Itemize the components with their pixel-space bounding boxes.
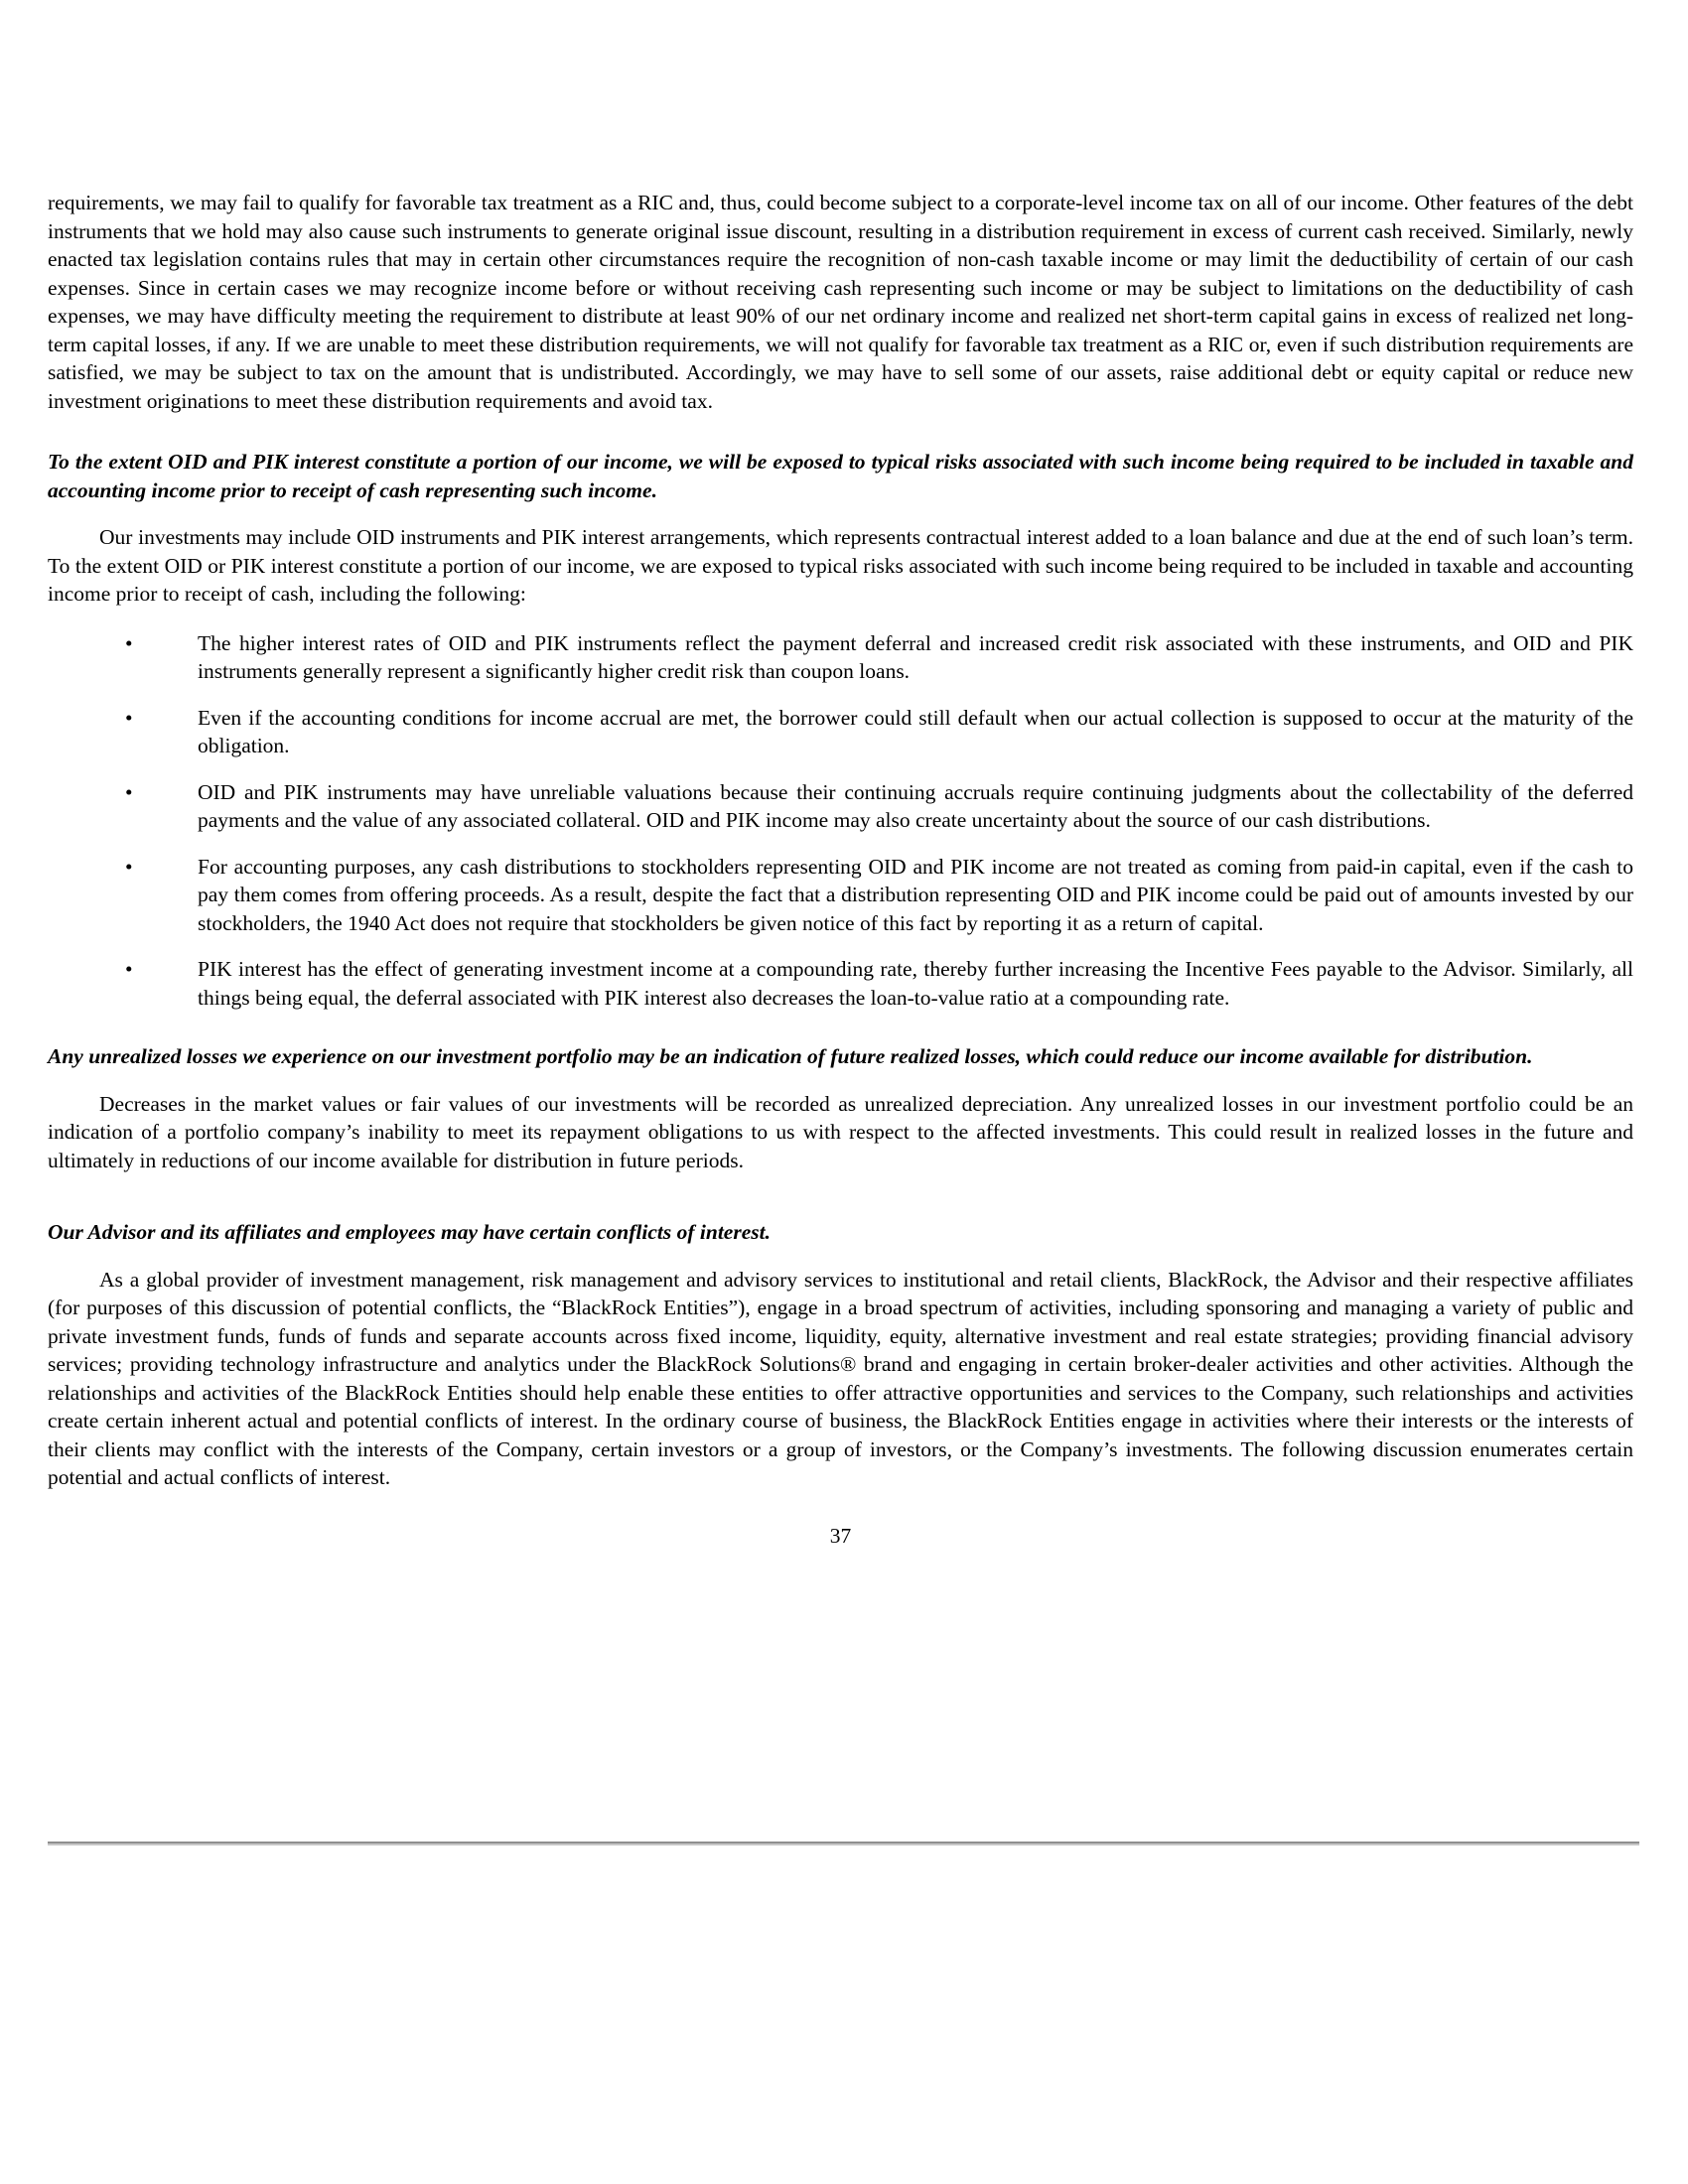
section-heading-oid-pik-risk: To the extent OID and PIK interest constitute a portion of our income, we will be exposed to typical risks associated with such income being required to be included in taxable and accounting income prior to receipt of cash representing such income. <box>48 450 1633 502</box>
bullet-item <box>48 629 1633 686</box>
bullet-icon: • <box>125 705 133 730</box>
section-paragraph-oid-pik: Our investments may include OID instruments and PIK interest arrangements, which represents contractual interest added to a loan balance and due at the end of such loan’s term. To the extent OID or PIK interest constitute a portion of our income, we are exposed to typical risks associated with such income being required to be included in taxable and accounting income prior to receipt of cash, including the following: <box>48 525 1633 606</box>
bullet-item <box>48 853 1633 938</box>
bullet-item <box>48 955 1633 1012</box>
bullet-text: Even if the accounting conditions for income accrual are met, the borrower could still default when our actual collection is supposed to occur at the maturity of the obligation. <box>198 705 1633 757</box>
bullet-icon: • <box>125 779 133 804</box>
section-paragraph-conflicts-of-interest: As a global provider of investment management, risk management and advisory services to institutional and retail clients, BlackRock, the Advisor and their respective affiliates (for purposes of this discussion of potential conflicts, the “BlackRock Entities”), engage in a broad spectrum of activities, including sponsoring and managing a variety of public and private investment funds, funds of funds and separate accounts across fixed income, liquidity, equity, alternative investment and real estate strategies; providing financial advisory services; providing technology infrastructure and analytics under the BlackRock Solutions® brand and engaging in certain broker-dealer activities and other activities. Although the relationships and activities of the BlackRock Entities should help enable these entities to offer attractive opportunities and services to the Company, such relationships and activities create certain inherent actual and potential conflicts of interest. In the ordinary course of business, the BlackRock Entities engage in activities where their interests or the interests of their clients may conflict with the interests of the Company, certain investors or a group of investors, or the Company’s investments. The following discussion enumerates certain potential and actual conflicts of interest. <box>48 1267 1633 1489</box>
bullet-text: OID and PIK instruments may have unreliable valuations because their continuing accruals require continuing judgments about the collectability of the deferred payments and the value of any associated collateral. OID and PIK income may also create uncertainty about the source of our cash distributions. <box>198 779 1633 832</box>
bullet-text: The higher interest rates of OID and PIK instruments reflect the payment deferral and increased credit risk associated with these instruments, and OID and PIK instruments generally represent a significantly higher credit risk than coupon loans. <box>198 630 1633 683</box>
bullet-list <box>48 629 1633 1013</box>
page-number: 37 <box>829 1523 852 1548</box>
footer-rule <box>48 1842 1639 1845</box>
bullet-text: PIK interest has the effect of generating investment income at a compounding rate, thereby further increasing the Incentive Fees payable to the Advisor. Similarly, all things being equal, the deferral associated with PIK interest also decreases the loan-to-value ratio at a compounding rate. <box>198 957 1633 1010</box>
continuation-paragraph: requirements, we may fail to qualify for favorable tax treatment as a RIC and, thus, could become subject to a corporate-level income tax on all of our income. Other features of the debt instruments that we hold may also cause such instruments to generate original issue discount, resulting in a distribution requirement in excess of current cash received. Similarly, newly enacted tax legislation contains rules that may in certain other circumstances require the recognition of non-cash taxable income or may limit the deductibility of certain of our cash expenses. Since in certain cases we may recognize income before or without receiving cash representing such income or may be subject to limitations on the deductibility of cash expenses, we may have difficulty meeting the requirement to distribute at least 90% of our net ordinary income and realized net short-term capital gains in excess of realized net long-term capital losses, if any. If we are unable to meet these distribution requirements, we will not qualify for favorable tax treatment as a RIC or, even if such distribution requirements are satisfied, we may be subject to tax on the amount that is undistributed. Accordingly, we may have to sell some of our assets, raise additional debt or equity capital or reduce new investment originations to meet these distribution requirements and avoid tax. <box>48 191 1633 413</box>
bullet-icon: • <box>125 957 133 981</box>
bullet-item <box>48 704 1633 760</box>
bullet-text: For accounting purposes, any cash distributions to stockholders representing OID and PIK income are not treated as coming from paid-in capital, even if the cash to pay them comes from offering proceeds. As a result, despite the fact that a distribution representing OID and PIK income could be paid out of amounts invested by our stockholders, the 1940 Act does not require that stockholders be given notice of this fact by reporting it as a return of capital. <box>198 854 1633 935</box>
bullet-item <box>48 778 1633 835</box>
bullet-icon: • <box>125 854 133 879</box>
section-paragraph-unrealized-losses: Decreases in the market values or fair values of our investments will be recorded as unrealized depreciation. Any unrealized losses in our investment portfolio could be an indication of a portfolio company’s inability to meet its repayment obligations to us with respect to the affected investments. This could result in realized losses in the future and ultimately in reductions of our income available for distribution in future periods. <box>48 1091 1633 1172</box>
bullet-icon: • <box>125 630 133 655</box>
section-heading-unrealized-losses: Any unrealized losses we experience on our investment portfolio may be an indication of future realized losses, which could reduce our income available for distribution. <box>48 1044 1533 1068</box>
section-heading-conflicts-of-interest: Our Advisor and its affiliates and employees may have certain conflicts of interest. <box>48 1220 771 1244</box>
